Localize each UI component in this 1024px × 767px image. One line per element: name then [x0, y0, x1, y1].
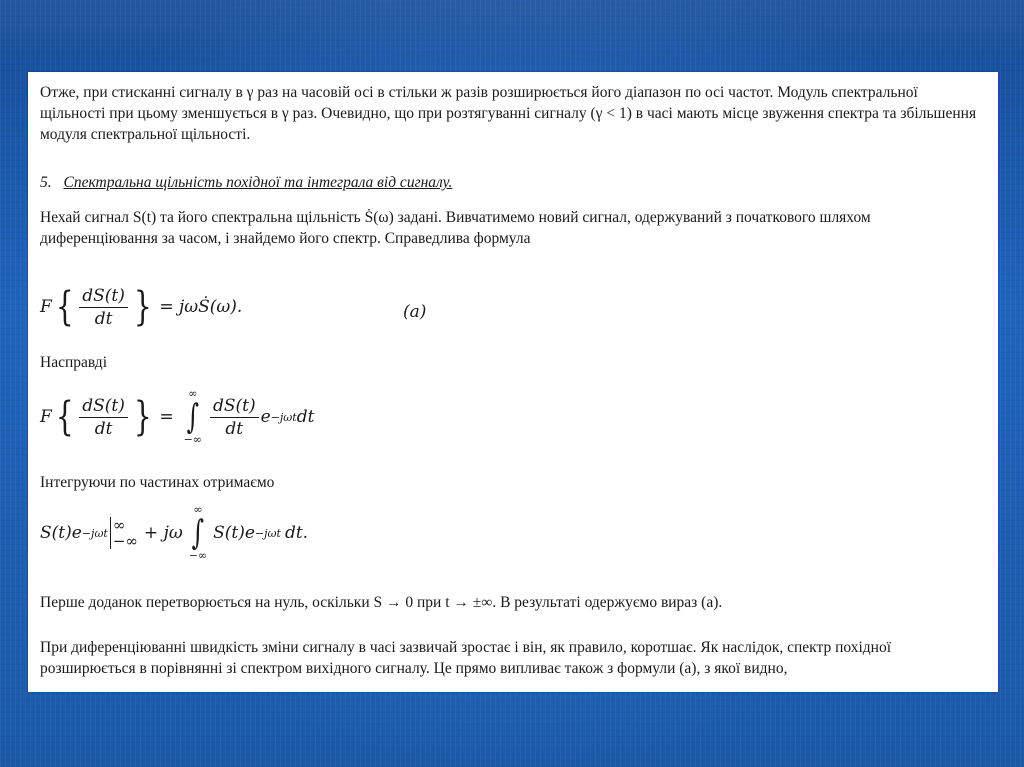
- eq2-exp-base: e: [260, 406, 271, 427]
- eq2-lower-limit: −∞: [183, 433, 202, 446]
- paragraph-intro: Нехай сигнал S(t) та його спектральна щільність Ṡ(ω) задані. Вивчатимемо новий сигнал, одержуваний з початкового шляхом диференціювання за часом, і знайдемо його спектр. Справедлива формула: [40, 209, 871, 247]
- paragraph-differentiation: При диференціюванні швидкість зміни сигналу в часі зазвичай зростає і він, як правило, коротшає. Як наслідок, спектр похідної розширюється в порівнянні зі спектром вихідного сигналу. Це прямо випливає також з формули (а), з якої видно,: [40, 639, 892, 677]
- eq2-integrand-denominator: dt: [225, 418, 244, 439]
- eq3-exponent2: −jωt: [254, 526, 281, 540]
- eq2-equals: =: [159, 406, 174, 427]
- section-heading: [40, 172, 985, 193]
- eq-a-numerator: dS(t): [79, 286, 128, 308]
- eq2-fraction: [79, 396, 128, 439]
- eq3-exponent1: −jωt: [81, 526, 108, 540]
- eq2-upper-limit: ∞: [188, 387, 198, 400]
- eq-a-denominator: dt: [94, 309, 113, 329]
- eq-a-fraction: [79, 286, 128, 329]
- text-naspravdi: Насправді: [40, 354, 108, 371]
- eq2-numerator: dS(t): [79, 396, 128, 418]
- eq3-lower-limit: −∞: [188, 549, 208, 562]
- eq-a-operator: F: [40, 297, 52, 317]
- eq3-bar-lower: −∞: [112, 532, 138, 550]
- eq3-plus-jw: + jω: [143, 522, 183, 543]
- eq-a-label: (a): [403, 302, 427, 322]
- paragraph-compression: Отже, при стисканні сигналу в γ раз на часовій осі в стільки ж разів розширюється його діапазон по осі частот. Модуль спектральної щільності при цьому зменшується в γ раз. Очевидно, що при розтягуванні сигналу (γ < 1) в часі мають місце звуження спектра та збільшення модуля спектральної щільності.: [40, 84, 977, 143]
- eq2-integrand-fraction: [210, 396, 259, 439]
- equation-fourier-derivative: F { $\frac{dS(t)}{dt}$ } = ∞ ∫ −∞ $\frac{dS(t)}{dt}$ e −jωt dt: [40, 387, 315, 446]
- text-integrating: Інтегруючи по частинах отримаємо: [40, 474, 275, 491]
- eq2-exponent: −jωt: [270, 410, 297, 424]
- eq3-upper-limit: ∞: [193, 503, 203, 516]
- eq3-bar-upper: ∞: [112, 516, 126, 534]
- eq3-evaluation-bar: [110, 517, 138, 549]
- section-number: 5.: [40, 174, 52, 191]
- eq3-tail: dt.: [284, 522, 309, 543]
- equation-integration-by-parts: [40, 504, 308, 562]
- paragraph-first-term: Перше доданок перетворюється на нуль, оскільки S → 0 при t → ±∞. В результаті одержуємо вираз (а).: [40, 594, 723, 611]
- eq2-differential: dt: [296, 406, 315, 427]
- eq2-integral: ∞ ∫ −∞: [183, 387, 202, 446]
- eq2-integrand-numerator: dS(t): [210, 396, 259, 418]
- eq3-term1: S(t)e: [40, 522, 82, 543]
- eq2-denominator: dt: [94, 418, 113, 439]
- eq3-term2: S(t)e: [213, 522, 255, 543]
- document-page: [28, 72, 998, 692]
- equation-a: F { $\frac{dS(t)}{dt}$ } = jωṠ(ω).: [40, 284, 243, 330]
- section-title: Спектральна щільність похідної та інтеграла від сигналу.: [63, 174, 453, 191]
- eq3-integral: ∞ ∫ −∞: [188, 503, 208, 562]
- eq-a-rhs: = jωṠ(ω).: [159, 297, 243, 317]
- slide-top-band: [0, 0, 1024, 62]
- eq2-operator: F: [40, 406, 52, 427]
